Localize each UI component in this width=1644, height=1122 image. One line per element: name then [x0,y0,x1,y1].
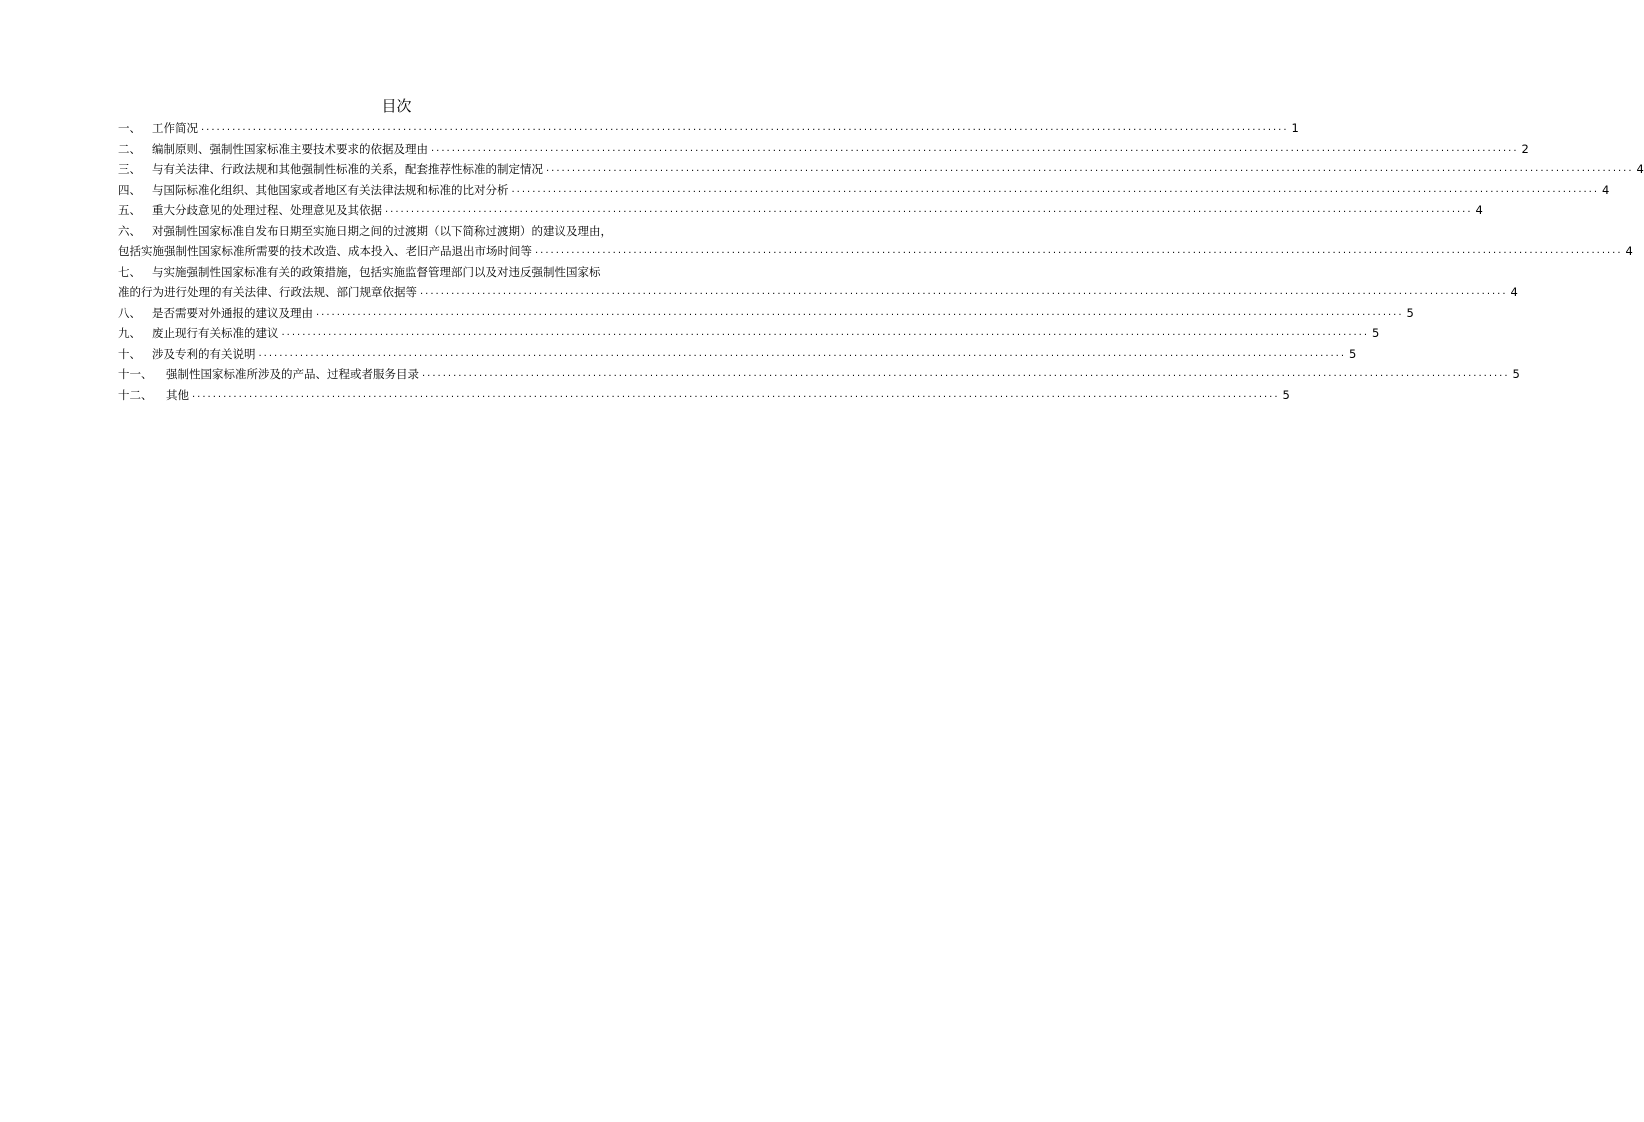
toc-entry-6[interactable] [118,221,1633,262]
toc-leader-dots [192,385,1280,406]
toc-entry-page: 2 [1521,141,1529,156]
toc-leader-dots [546,159,1634,180]
toc-leader-dots [385,200,1473,221]
toc-entry-page: 5 [1512,367,1520,381]
toc-entry-number: 六、 [118,223,141,238]
toc-entry-title: 工作简况 [152,121,198,135]
toc-entry-12[interactable] [118,385,1290,406]
toc-leader-dots [201,118,1289,139]
toc-entry-title: 强制性国家标准所涉及的产品、过程或者服务目录 [166,367,419,381]
toc-leader-dots [535,241,1623,262]
toc-entry-title-continued: 包括实施强制性国家标准所需要的技术改造、成本投入、老旧产品退出市场时间等 [118,244,532,258]
toc-entry-page: 5 [1372,326,1380,340]
toc-entry-11[interactable] [118,364,1520,385]
toc-entry-7[interactable] [118,262,1518,303]
toc-entry-5[interactable] [118,200,1483,221]
toc-leader-dots [259,344,1347,365]
toc-entry-10[interactable] [118,344,1357,365]
toc-leader-dots [431,139,1519,160]
toc-entry-number: 四、 [118,182,141,197]
toc-entry-8[interactable] [118,303,1414,324]
toc-entry-title: 是否需要对外通报的建议及理由 [152,305,313,320]
toc-entry-title: 与实施强制性国家标准有关的政策措施，包括实施监督管理部门以及对违反强制性国家标 [152,264,601,279]
toc-leader-dots [512,180,1600,201]
table-of-contents [118,118,1644,405]
toc-entry-page: 5 [1349,346,1357,361]
toc-entry-4[interactable] [118,180,1610,201]
toc-entry-page: 1 [1291,121,1299,135]
toc-entry-number: 二、 [118,141,141,156]
toc-entry-number: 十一、 [118,367,153,381]
toc-entry-title: 与有关法律、行政法规和其他强制性标准的关系，配套推荐性标准的制定情况 [152,162,543,176]
toc-entry-number: 八、 [118,305,141,320]
toc-entry-title: 与国际标准化组织、其他国家或者地区有关法律法规和标准的比对分析 [152,182,509,197]
toc-leader-dots [420,282,1508,303]
toc-entry-number: 十、 [118,346,141,361]
toc-entry-title: 涉及专利的有关说明 [152,346,256,361]
toc-entry-number: 三、 [118,162,141,176]
toc-entry-page: 4 [1602,182,1610,197]
toc-entry-page: 5 [1406,305,1414,320]
toc-entry-title: 其他 [166,387,189,402]
toc-entry-2[interactable] [118,139,1529,160]
toc-entry-title: 废止现行有关标准的建议 [152,326,279,340]
toc-entry-number: 一、 [118,121,141,135]
toc-entry-9[interactable] [118,323,1380,344]
toc-entry-title: 重大分歧意见的处理过程、处理意见及其依据 [152,203,382,217]
toc-entry-number: 五、 [118,203,141,217]
toc-entry-1[interactable] [118,118,1299,139]
toc-entry-page: 4 [1475,203,1483,217]
toc-entry-number: 七、 [118,264,141,279]
toc-entry-3[interactable] [118,159,1644,180]
toc-title: 目次 [381,97,412,115]
toc-leader-dots [282,323,1370,344]
toc-entry-page: 4 [1625,244,1633,258]
toc-entry-page: 5 [1282,387,1290,402]
toc-leader-dots [422,364,1510,385]
toc-entry-number: 十二、 [118,387,153,402]
toc-entry-page: 4 [1636,162,1644,176]
toc-entry-title-continued: 准的行为进行处理的有关法律、行政法规、部门规章依据等 [118,285,417,299]
toc-entry-page: 4 [1510,285,1518,299]
toc-entry-title: 对强制性国家标准自发布日期至实施日期之间的过渡期（以下简称过渡期）的建议及理由， [152,223,612,238]
toc-leader-dots [316,303,1404,324]
toc-entry-title: 编制原则、强制性国家标准主要技术要求的依据及理由 [152,141,428,156]
toc-entry-number: 九、 [118,326,141,340]
